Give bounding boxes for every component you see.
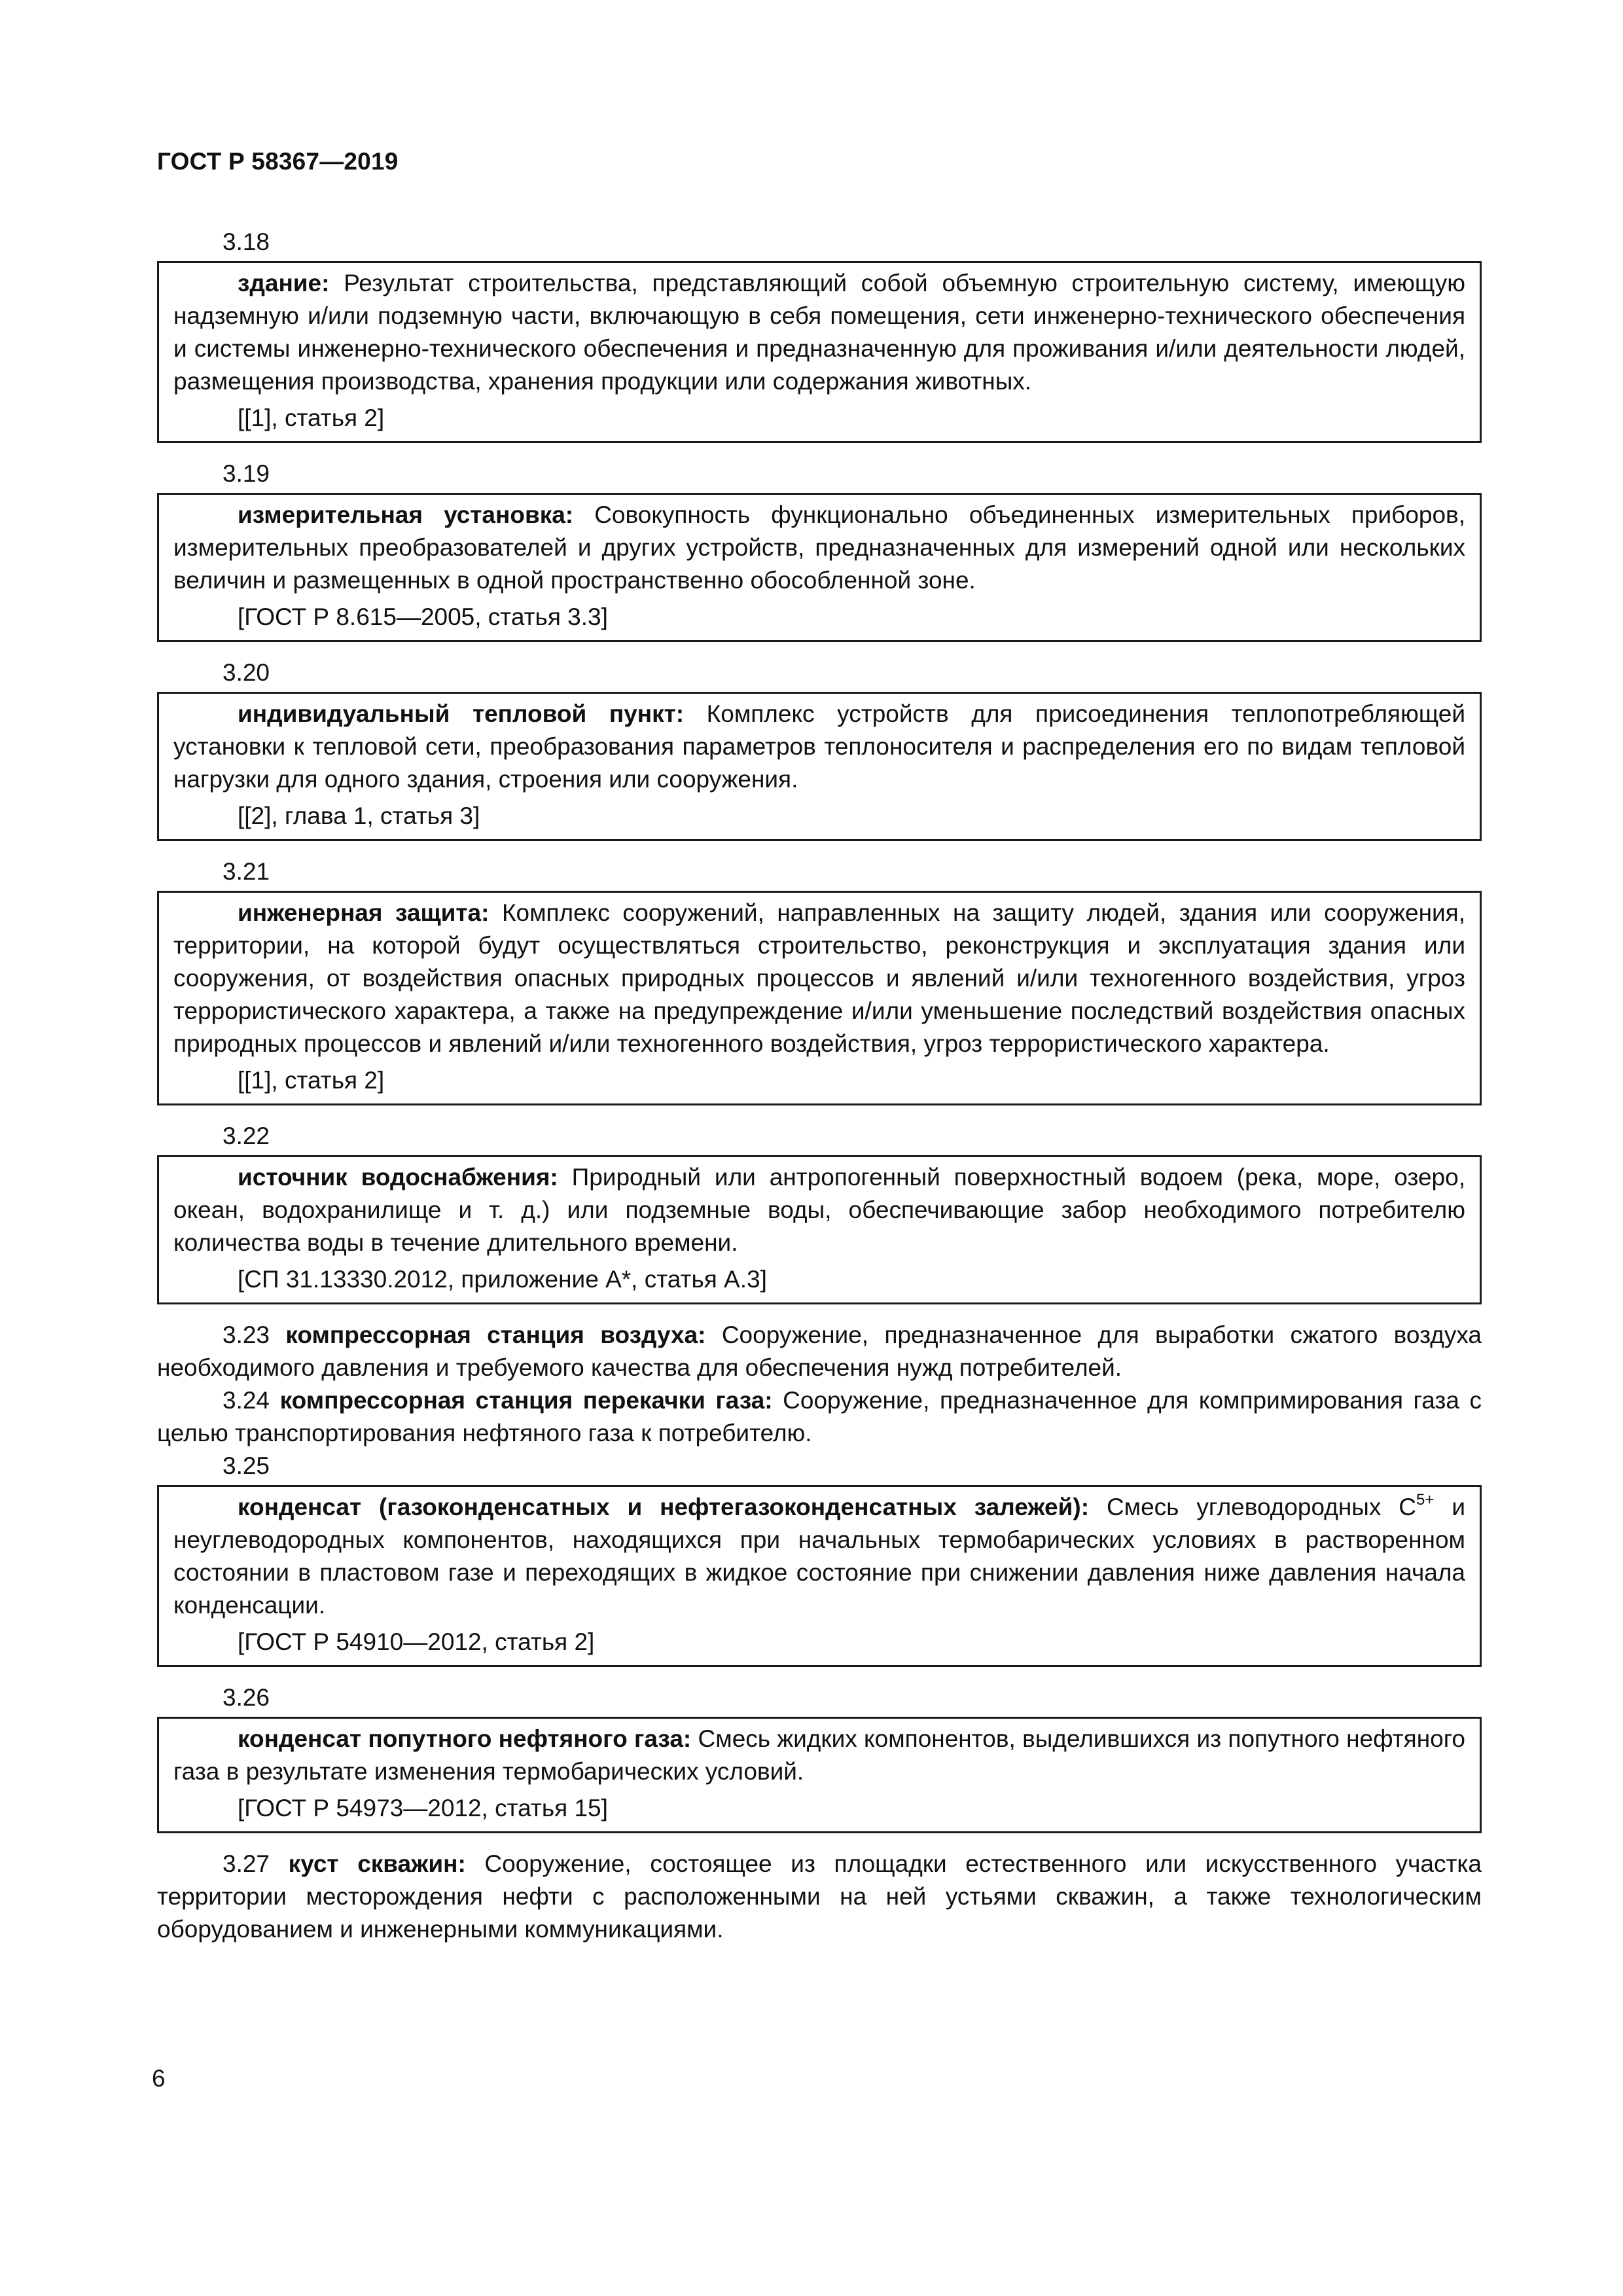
entry-number: 3.21 <box>223 858 270 885</box>
document-header: ГОСТ Р 58367—2019 <box>157 148 399 175</box>
term-source: [ГОСТ Р 54910—2012, статья 2] <box>238 1628 595 1655</box>
term-box <box>157 692 1482 841</box>
term-name: источник водоснабжения: <box>238 1164 558 1191</box>
definition-text: Сооружение, предназначенное для выработки сжатого воздуха необходимого давления и требуемого качества для обеспечения нужд потребителей. <box>157 1321 1482 1381</box>
definition-text: Сооружение, состоящее из площадки естественного или искусственного участка территории месторождения нефти с расположенными на ней устьями скважин, а также технологическим оборудованием и инженерными коммуникациями. <box>157 1850 1482 1943</box>
definition-text-pre: Смесь углеводородных С <box>1089 1494 1417 1520</box>
term-name: куст скважин: <box>288 1850 466 1877</box>
definition-text: Природный или антропогенный поверхностный водоем (река, море, озеро, океан, водохранилище и т. д.) или подземные воды, обеспечивающие забор необходимого потребителю количества воды в течение длительного времени. <box>173 1164 1465 1256</box>
term-definition <box>173 1723 1465 1788</box>
entry-number: 3.27 <box>223 1850 270 1877</box>
definition-text: Совокупность функционально объединенных измерительных приборов, измерительных преобразователей и других устройств, предназначенных для измерений одной или нескольких величин и размещенных в одной пространственно обособленной зоне. <box>173 501 1465 594</box>
term-definition <box>173 499 1465 597</box>
definition-text: и неуглеводородных компонентов, находящихся при начальных термобарических условиях в растворенном состоянии в пластовом газе и переходящих в жидкое состояние при снижении давления ниже давления начала конденсации. <box>173 1494 1465 1619</box>
term-name: компрессорная станция перекачки газа: <box>279 1387 773 1414</box>
term-box <box>157 261 1482 443</box>
term-box <box>157 1717 1482 1833</box>
term-paragraph <box>157 1384 1482 1450</box>
term-name: компрессорная станция воздуха: <box>285 1321 706 1348</box>
term-name: инженерная защита: <box>238 899 490 926</box>
term-definition <box>173 897 1465 1060</box>
term-name: конденсат попутного нефтяного газа: <box>238 1725 692 1752</box>
term-paragraph <box>157 1319 1482 1384</box>
terms-section <box>157 226 1482 1946</box>
term-name: измерительная установка: <box>238 501 574 528</box>
term-definition <box>173 267 1465 398</box>
entry-number: 3.24 <box>223 1387 270 1414</box>
term-paragraph <box>157 1848 1482 1946</box>
entry-number: 3.22 <box>223 1122 270 1149</box>
entry-number: 3.23 <box>223 1321 270 1348</box>
term-source: [СП 31.13330.2012, приложение А*, статья А.3] <box>238 1266 767 1293</box>
term-definition <box>173 698 1465 796</box>
entry-number: 3.20 <box>223 659 270 686</box>
term-box <box>157 493 1482 642</box>
page-number: 6 <box>152 2065 166 2092</box>
entry-number: 3.19 <box>223 460 270 487</box>
definition-text: Смесь жидких компонентов, выделившихся из попутного нефтяного газа в результате изменения термобарических условий. <box>173 1725 1465 1785</box>
term-source: [[1], статья 2] <box>238 404 385 431</box>
term-definition <box>173 1491 1465 1622</box>
term-box <box>157 1485 1482 1667</box>
entry-number: 3.18 <box>223 228 270 255</box>
entry-number: 3.26 <box>223 1684 270 1711</box>
term-name: индивидуальный тепловой пункт: <box>238 700 685 727</box>
term-source: [ГОСТ Р 8.615—2005, статья 3.3] <box>238 603 608 630</box>
definition-text: Комплекс сооружений, направленных на защиту людей, здания или сооружения, территории, на которой будут осуществляться строительство, реконструкция и эксплуатация здания или сооружения, от воздействия опасных природных процессов и явлений и/или техногенного воздействия, угроз террористического характера, а также на предупреждение и/или уменьшение последствий воздействия опасных природных процессов и явлений и/или техногенного воздействия, угроз террористического характера. <box>173 899 1465 1057</box>
term-box <box>157 891 1482 1105</box>
term-definition <box>173 1161 1465 1259</box>
superscript: 5+ <box>1416 1491 1435 1509</box>
term-name: здание: <box>238 270 330 296</box>
term-box <box>157 1155 1482 1304</box>
entry-number: 3.25 <box>223 1452 270 1479</box>
term-source: [[1], статья 2] <box>238 1067 385 1094</box>
definition-text: Сооружение, предназначенное для компримирования газа с целью транспортирования нефтяного газа к потребителю. <box>157 1387 1482 1446</box>
term-name: конденсат (газоконденсатных и нефтегазоконденсатных залежей): <box>238 1494 1090 1520</box>
definition-text: Результат строительства, представляющий собой объемную строительную систему, имеющую надземную и/или подземную части, включающую в себя помещения, сети инженерно-технического обеспечения и системы инженерно-технического обеспечения и предназначенную для проживания и/или деятельности людей, размещения производства, хранения продукции или содержания животных. <box>173 270 1465 395</box>
term-source: [ГОСТ Р 54973—2012, статья 15] <box>238 1795 608 1821</box>
definition-text: Комплекс устройств для присоединения теплопотребляющей установки к тепловой сети, преобразования параметров теплоносителя и распределения его по видам тепловой нагрузки для одного здания, строения или сооружения. <box>173 700 1465 793</box>
term-source: [[2], глава 1, статья 3] <box>238 802 480 829</box>
